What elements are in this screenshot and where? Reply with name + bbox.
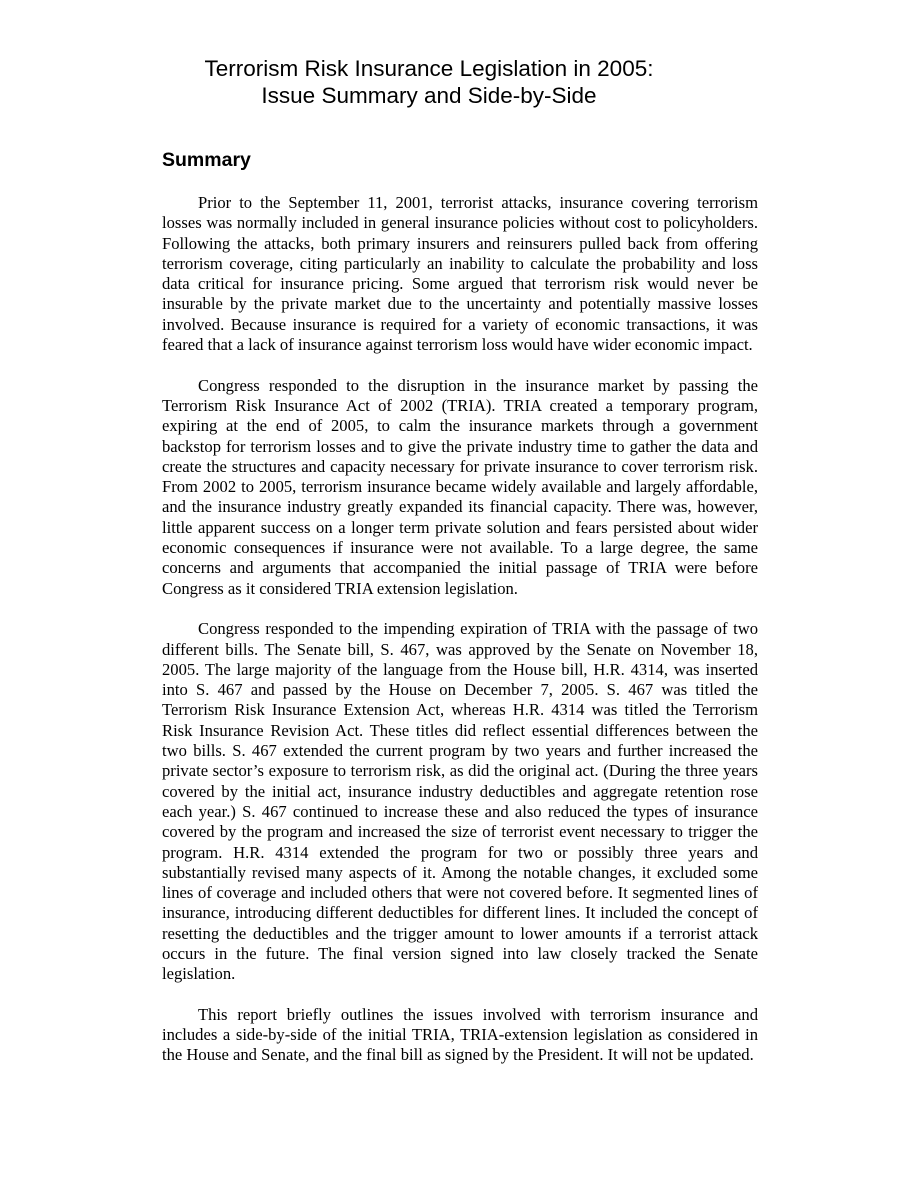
title-line-1: Terrorism Risk Insurance Legislation in 2005: xyxy=(204,56,654,81)
paragraph-3: Congress responded to the impending expiration of TRIA with the passage of two different bills. The Senate bill, S. 467, was approved by the Senate on November 18, 2005. The large majority of the language from the House bill, H.R. 4314, was inserted into S. 467 and passed by the House on December 7, 2005. S. 467 was titled the Terrorism Risk Insurance Extension Act, whereas H.R. 4314 was titled the Terrorism Risk Insurance Revision Act. These titles did reflect essential differences between the two bills. S. 467 extended the current program by two years and further increased the private sector’s exposure to terrorism risk, as did the original act. (During the three years covered by the initial act, insurance industry deductibles and aggregate retention rose each year.) S. 467 continued to increase these and also reduced the types of insurance covered by the program and increased the size of terrorist event necessary to trigger the program. H.R. 4314 extended the program for two or possibly three years and substantially revised many aspects of it. Among the notable changes, it excluded some lines of coverage and included others that were not covered before. It segmented lines of insurance, introducing different deductibles for different lines. It included the concept of resetting the deductibles and the trigger amount to lower amounts if a terrorist attack occurs in the future. The final version signed into law closely tracked the Senate legislation. xyxy=(162,619,758,984)
title-line-2: Issue Summary and Side-by-Side xyxy=(261,83,597,108)
document-title xyxy=(0,55,858,109)
summary-body xyxy=(162,193,758,1086)
paragraph-4: This report briefly outlines the issues involved with terrorism insurance and includes a side-by-side of the initial TRIA, TRIA-extension legislation as considered in the House and Senate, and the final bill as signed by the President. It will not be updated. xyxy=(162,1004,758,1065)
paragraph-2: Congress responded to the disruption in the insurance market by passing the Terrorism Risk Insurance Act of 2002 (TRIA). TRIA created a temporary program, expiring at the end of 2005, to calm the insurance markets through a government backstop for terrorism losses and to give the private industry time to gather the data and create the structures and capacity necessary for private insurance to cover terrorism risk. From 2002 to 2005, terrorism insurance became widely available and largely affordable, and the insurance industry greatly expanded its financial capacity. There was, however, little apparent success on a longer term private solution and fears persisted about wider economic consequences if insurance were not available. To a large degree, the same concerns and arguments that accompanied the initial passage of TRIA were before Congress as it considered TRIA extension legislation. xyxy=(162,375,758,598)
paragraph-1: Prior to the September 11, 2001, terrorist attacks, insurance covering terrorism losses was normally included in general insurance policies without cost to policyholders. Following the attacks, both primary insurers and reinsurers pulled back from offering terrorism coverage, citing particularly an inability to calculate the probability and loss data critical for insurance pricing. Some argued that terrorism risk would never be insurable by the private market due to the uncertainty and potentially massive losses involved. Because insurance is required for a variety of economic transactions, it was feared that a lack of insurance against terrorism loss would have wider economic impact. xyxy=(162,193,758,355)
summary-heading: Summary xyxy=(162,149,251,171)
